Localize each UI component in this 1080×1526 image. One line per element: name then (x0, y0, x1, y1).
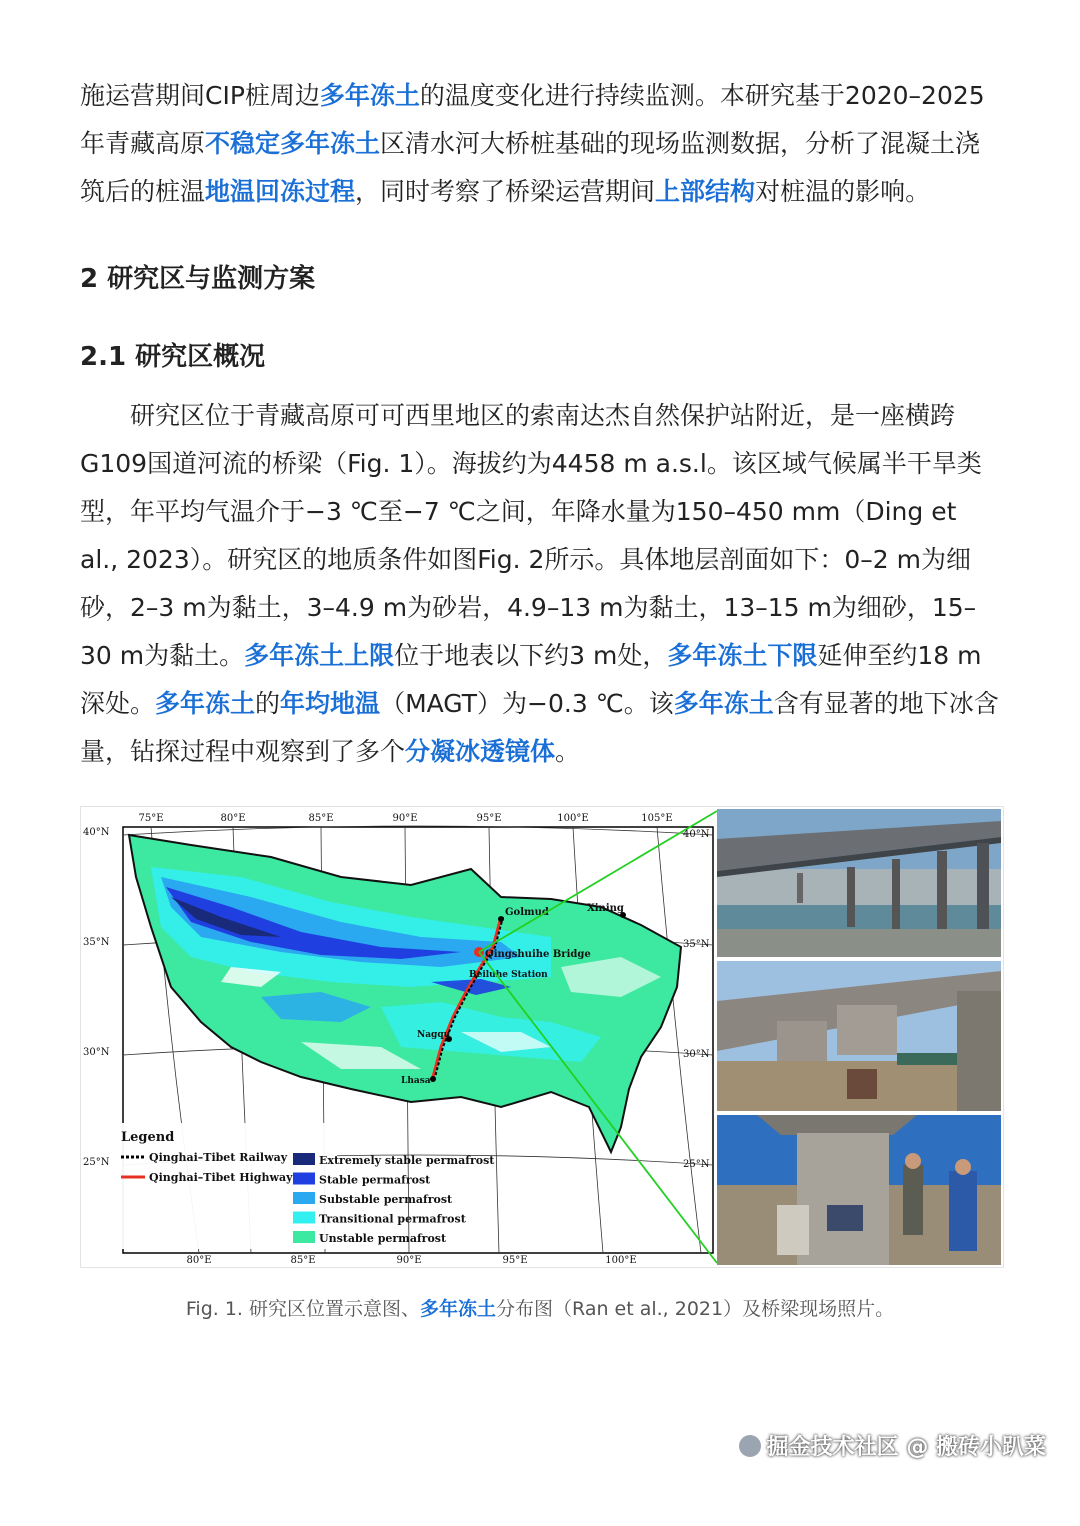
text-segment: 区清水河大桥桩基础的现场监测数据，分析了混凝土浇筑后的桩温 (80, 129, 981, 206)
legend-class-label: Transitional permafrost (319, 1212, 466, 1226)
place-lhasa: Lhasa (401, 1076, 431, 1086)
keyword-highlight: 多年冻土上限 (244, 641, 395, 670)
text-segment: （MAGT）为−0.3 ℃。该 (380, 689, 674, 718)
keyword-highlight: 多年冻土 (319, 81, 420, 110)
legend-class-label: Extremely stable permafrost (319, 1154, 495, 1167)
keyword-highlight: 多年冻土 (673, 689, 774, 718)
legend-highway: Qinghai–Tibet Highway (149, 1171, 293, 1184)
keyword-highlight: 不稳定多年冻土 (205, 129, 381, 158)
text-segment: ，同时考察了桥梁运营期间 (355, 177, 656, 206)
place-nagqu: Nagqu (417, 1030, 451, 1040)
lon-label-top: 90°E (392, 813, 418, 824)
section-2-1-heading: 2.1 研究区概况 (80, 342, 266, 372)
text-segment: 施运营期间CIP桩周边 (80, 81, 320, 110)
legend-swatch (293, 1212, 315, 1224)
lon-label-bottom: 95°E (502, 1255, 528, 1266)
text-segment: 分布图（Ran et al., 2021）及桥梁现场照片。 (496, 1298, 895, 1320)
text-segment: 含有显著的地下冰含量，钻探过程中观察到了多个 (80, 689, 999, 766)
lon-label-top: 85°E (308, 813, 334, 824)
lat-label-right: 30°N (683, 1049, 710, 1060)
text-segment: 的 (255, 689, 281, 718)
study-area-paragraph (80, 392, 1002, 776)
photo-monitoring-site (717, 1115, 1001, 1265)
lon-label-top: 95°E (476, 813, 502, 824)
legend-class-label: Substable permafrost (319, 1193, 453, 1206)
keyword-highlight: 年均地温 (280, 689, 381, 718)
lon-label-top: 105°E (641, 813, 673, 824)
place-qingshuihe-bridge: Qingshuihe Bridge (485, 949, 591, 960)
text-segment: 延伸至约18 m深处。 (80, 641, 982, 718)
lat-label-left: 40°N (83, 827, 110, 838)
lon-label-bottom: 100°E (605, 1255, 637, 1266)
lat-label-right: 40°N (683, 829, 710, 840)
lon-label-bottom: 80°E (186, 1255, 212, 1266)
legend-swatch (293, 1231, 315, 1243)
text-segment: 。 (555, 737, 581, 766)
keyword-highlight: 地温回冻过程 (205, 177, 356, 206)
lon-label-top: 100°E (557, 813, 589, 824)
section-2-heading: 2 研究区与监测方案 (80, 264, 316, 294)
lat-label-left: 35°N (83, 937, 110, 948)
lon-label-bottom: 90°E (396, 1255, 422, 1266)
text-segment: Fig. 1. 研究区位置示意图、 (185, 1298, 421, 1320)
place-golmud: Golmud (505, 907, 549, 918)
legend-swatch (293, 1173, 315, 1185)
lat-label-left: 25°N (83, 1157, 110, 1168)
keyword-highlight: 多年冻土 (420, 1298, 497, 1320)
legend-class-label: Unstable permafrost (319, 1232, 447, 1245)
keyword-highlight: 多年冻土下限 (667, 641, 818, 670)
intro-paragraph (80, 72, 1002, 216)
legend-railway: Qinghai–Tibet Railway (149, 1151, 288, 1164)
watermark (739, 1430, 1046, 1461)
photo-bridge-river (717, 809, 1001, 957)
lon-label-top: 80°E (220, 813, 246, 824)
text-segment: 研究区位于青藏高原可可西里地区的索南达杰自然保护站附近，是一座横跨G109国道河流的桥梁（Fig. 1）。海拔约为4458 m a.s.l。该区域气候属半干旱类型，年平均气温介于−3 ℃至−7 ℃之间，年降水量为150–450 mm（Ding et al., 2023）。研究区的地质条件如图Fig. 2所示。具体地层剖面如下：0–2 m为细砂，2–3 m为黏土，3–4.9 m为砂岩，4.9–13 m为黏土，13–15 m为细砂，15–30 m为黏土。 (80, 401, 982, 670)
watermark-text: 掘金技术社区 @ 搬砖小趴菜 (766, 1435, 1046, 1460)
legend-swatch (293, 1192, 315, 1204)
text-segment: 对桩温的影响。 (755, 177, 931, 206)
keyword-highlight: 多年冻土 (155, 689, 256, 718)
lon-label-top: 75°E (138, 813, 164, 824)
photo-under-bridge (717, 961, 1001, 1111)
lon-label-bottom: 85°E (290, 1255, 316, 1266)
text-segment: 的温度变化进行持续监测。本研究基于2020–2025年青藏高原 (80, 81, 985, 158)
legend-swatch (293, 1153, 315, 1165)
legend-class-label: Stable permafrost (319, 1173, 431, 1187)
place-beiluhe-station: Beiluhe Station (469, 970, 548, 980)
lat-label-right: 35°N (683, 939, 710, 950)
permafrost-map (81, 807, 721, 1267)
legend-title: Legend (121, 1130, 175, 1145)
figure-1-caption (0, 1294, 1080, 1321)
keyword-highlight: 分凝冰透镜体 (405, 737, 556, 766)
place-xining: Xining (587, 903, 624, 914)
lat-label-right: 25°N (683, 1159, 710, 1170)
watermark-icon (739, 1435, 761, 1457)
lat-label-left: 30°N (83, 1047, 110, 1058)
keyword-highlight: 上部结构 (655, 177, 756, 206)
figure-1 (80, 806, 1004, 1268)
text-segment: 位于地表以下约3 m处， (394, 641, 668, 670)
